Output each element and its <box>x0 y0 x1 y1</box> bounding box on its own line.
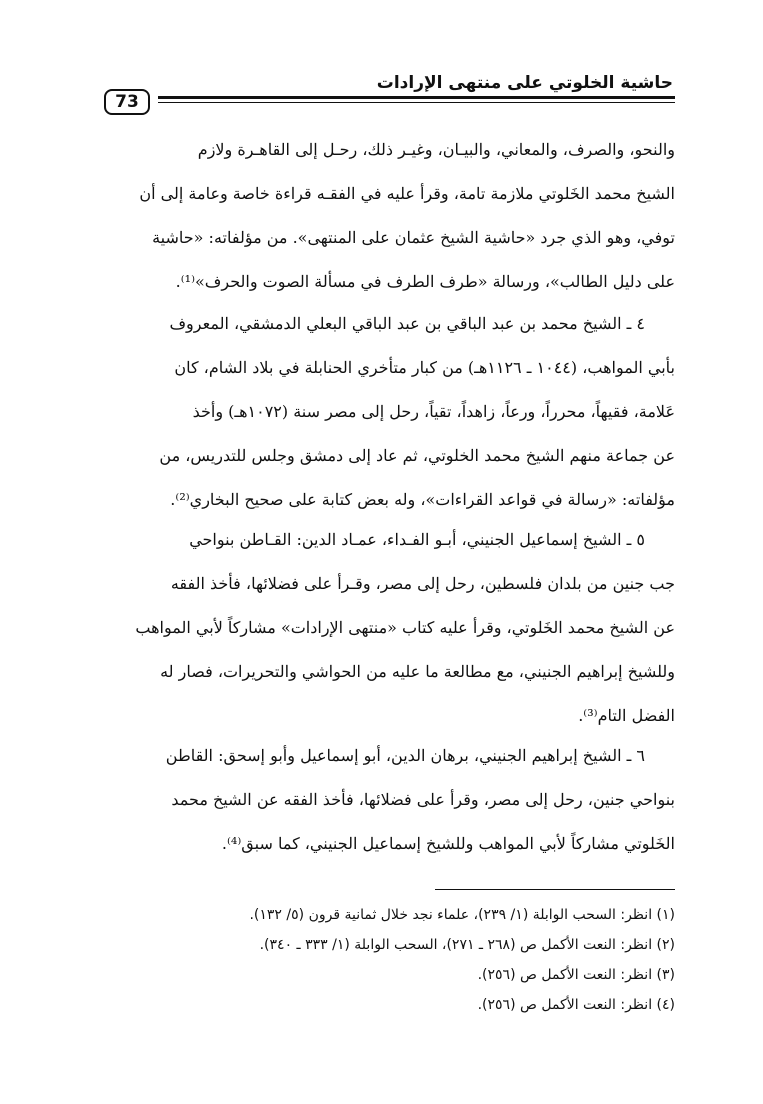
text-line: عن جماعة منهم الشيخ محمد الخلوتي، ثم عاد إلى دمشق وجلس للتدريس، من <box>159 446 675 465</box>
text-line: توفي، وهو الذي جرد «حاشية الشيخ عثمان على المنتهى». من مؤلفاته: «حاشية <box>152 228 675 247</box>
footnote-2: (٢) انظر: النعت الأكمل ص (٢٦٨ ـ ٢٧١)، السحب الوابلة (١/ ٣٣٣ ـ ٣٤٠). <box>259 937 675 953</box>
text-line: ٦ ـ الشيخ إبراهيم الجنيني، برهان الدين، أبو إسماعيل وأبو إسحق: القاطن <box>165 746 645 765</box>
text-line: ٥ ـ الشيخ إسماعيل الجنيني، أبـو الفـداء، عمـاد الدين: القـاطن بنواحي <box>189 530 645 549</box>
footnote-3: (٣) انظر: النعت الأكمل ص (٢٥٦). <box>477 967 675 983</box>
text-line: ٤ ـ الشيخ محمد بن عبد الباقي بن عبد الباقي البعلي الدمشقي، المعروف <box>169 314 645 333</box>
paragraph-3 <box>88 518 675 738</box>
page-number: 73 <box>104 89 150 115</box>
header-rule-thin <box>158 102 675 103</box>
paragraph-2 <box>88 302 675 522</box>
text-line: الشيخ محمد الخَلوتي ملازمة تامة، وقرأ عليه في الفقـه قراءة خاصة وعامة إلى أن <box>139 184 675 203</box>
footnote-4: (٤) انظر: النعت الأكمل ص (٢٥٦). <box>477 997 675 1013</box>
text-line: والنحو، والصرف، والمعاني، والبيـان، وغيـر ذلك، رحـل إلى القاهـرة ولازم <box>197 140 675 159</box>
text-line: بأبي المواهب، (١٠٤٤ ـ ١١٢٦هـ) من كبار متأخري الحنابلة في بلاد الشام، كان <box>174 358 675 377</box>
text-line: مؤلفاته: «رسالة في قواعد القراءات»، وله بعض كتابة على صحيح البخاري⁽²⁾. <box>170 490 675 509</box>
text-line: على دليل الطالب»، ورسالة «طرف الطرف في مسألة الصوت والحرف»⁽¹⁾. <box>175 272 675 291</box>
running-header-title: حاشية الخلوتي على منتهى الإرادات <box>376 73 673 93</box>
text-line: الفضل التام⁽³⁾. <box>578 706 675 725</box>
footnote-divider <box>435 889 675 890</box>
text-line: وللشيخ إبراهيم الجنيني، مع مطالعة ما عليه من الحواشي والتحريرات، فصار له <box>160 662 675 681</box>
footnote-1: (١) انظر: السحب الوابلة (١/ ٢٣٩)، علماء نجد خلال ثمانية قرون (٥/ ١٣٢). <box>249 907 675 923</box>
text-line: جب جنين من بلدان فلسطين، رحل إلى مصر، وقـرأ على فضلائها، فأخذ الفقه <box>170 574 675 593</box>
text-line: عَلامة، فقيهاً، محرراً، ورعاً، زاهداً، تقياً، رحل إلى مصر سنة (١٠٧٢هـ) وأخذ <box>192 402 675 421</box>
paragraph-4 <box>88 734 675 866</box>
header-rule-thick <box>158 96 675 99</box>
text-line: عن الشيخ محمد الخَلوتي، وقرأ عليه كتاب «منتهى الإرادات» مشاركاً لأبي المواهب <box>135 618 675 637</box>
paragraph-1 <box>88 128 675 304</box>
footnotes <box>88 900 675 1020</box>
text-line: الخَلوتي مشاركاً لأبي المواهب وللشيخ إسماعيل الجنيني، كما سبق⁽⁴⁾. <box>221 834 675 853</box>
text-line: بنواحي جنين، رحل إلى مصر، وقرأ على فضلائها، فأخذ الفقه عن الشيخ محمد <box>171 790 675 809</box>
